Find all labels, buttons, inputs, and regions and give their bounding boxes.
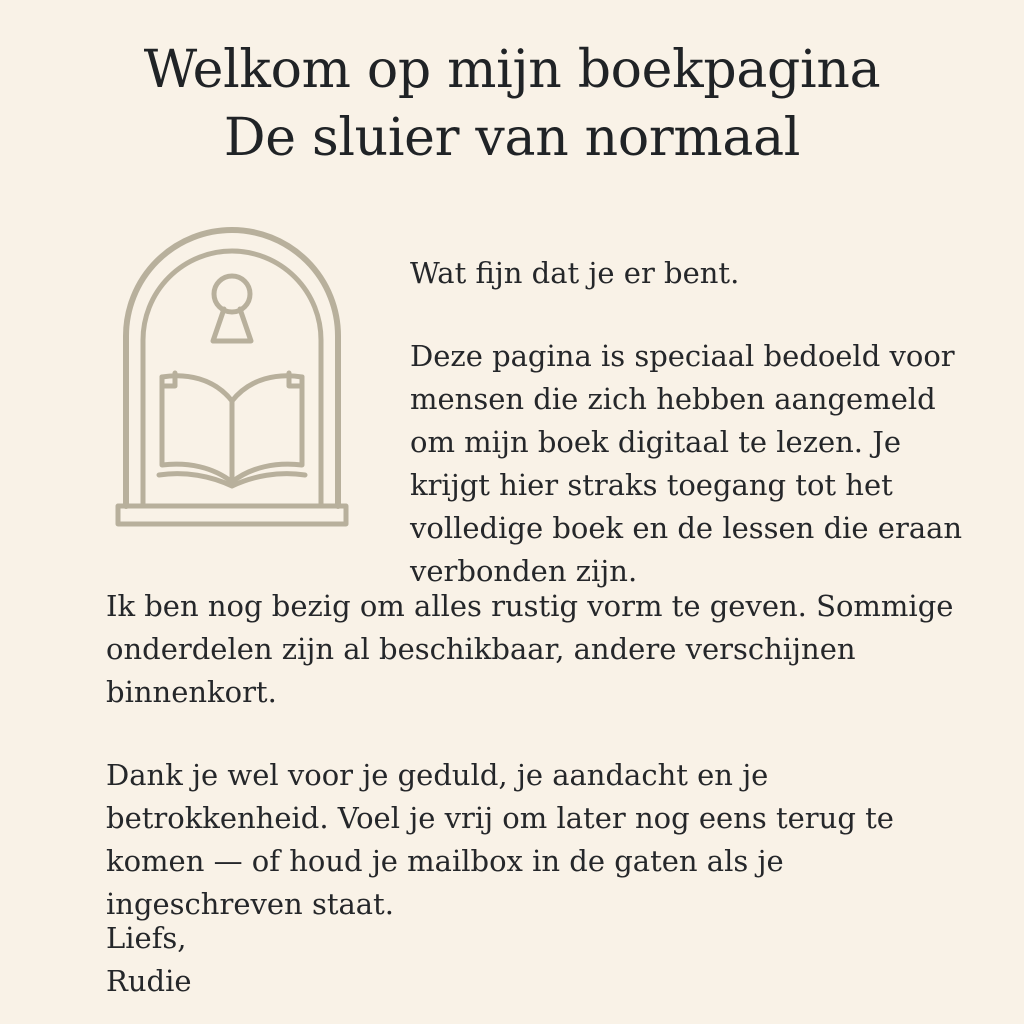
body-text [106,585,956,966]
signoff-closing: Liefs, [106,921,187,955]
intro-greeting: Wat fijn dat je er bent. [410,256,740,290]
body-paragraph-1: Ik ben nog bezig om alles rustig vorm te geven. Sommige onderdelen zijn al beschikbaar, andere verschijnen binnenkort. [106,589,954,709]
intro-text [410,252,980,633]
body-paragraph-2: Dank je wel voor je geduld, je aandacht en je betrokkenheid. Voel je vrij om later nog eens terug te komen — of houd je mailbox in de gaten als je ingeschreven staat. [106,758,894,921]
title-line-2: De sluier van normaal [223,108,801,168]
title-line-1: Welkom op mijn boekpagina [143,40,881,100]
book-door-keyhole-icon [114,220,350,530]
intro-description: Deze pagina is speciaal bedoeld voor mensen die zich hebben aangemeld om mijn boek digitaal te lezen. Je krijgt hier straks toegang tot het volledige boek en de lessen die eraan verbonden zijn. [410,339,963,588]
signoff-name: Rudie [106,964,192,998]
signoff [106,917,192,1003]
page-title [0,36,1024,172]
